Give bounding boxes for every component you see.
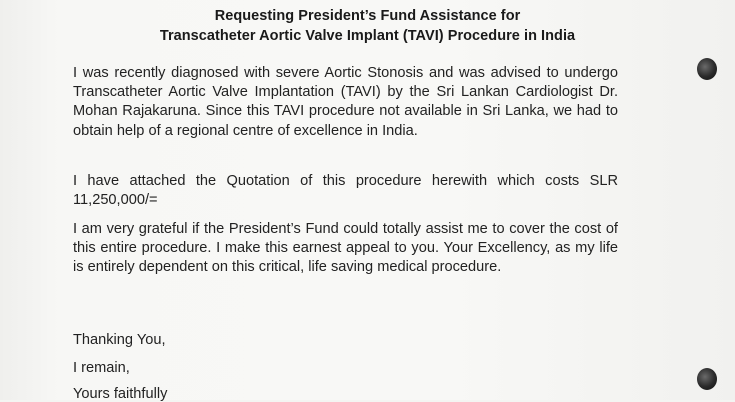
punch-hole-bottom (697, 368, 717, 390)
body-paragraph-1: I was recently diagnosed with severe Aortic Stonosis and was advised to undergo Transcatheter Aortic Valve Implantation (TAVI) by the Sri Lankan Cardiologist Dr. Mohan Rajakaruna. Since this TAVI procedure not available in Sri Lanka, we had to obtain help of a regional centre of excellence in India. (73, 65, 618, 139)
letter-title-line-2: Transcatheter Aortic Valve Implant (TAVI) Procedure in India (159, 28, 576, 44)
body-paragraph-2: I have attached the Quotation of this procedure herewith which costs SLR 11,250,000/= (73, 173, 618, 209)
closing-signoff: Yours faithfully (73, 386, 168, 402)
closing-remain: I remain, (73, 360, 130, 376)
letter-title-line-1: Requesting President’s Fund Assistance for (214, 8, 521, 24)
punch-hole-top (697, 58, 717, 80)
body-paragraph-3: I am very grateful if the President’s Fund could totally assist me to cover the cost of this entire procedure. I make this earnest appeal to you. Your Excellency, as my life is entirely dependent on this critical, life saving medical procedure. (73, 221, 618, 276)
closing-thanks: Thanking You, (73, 332, 166, 348)
